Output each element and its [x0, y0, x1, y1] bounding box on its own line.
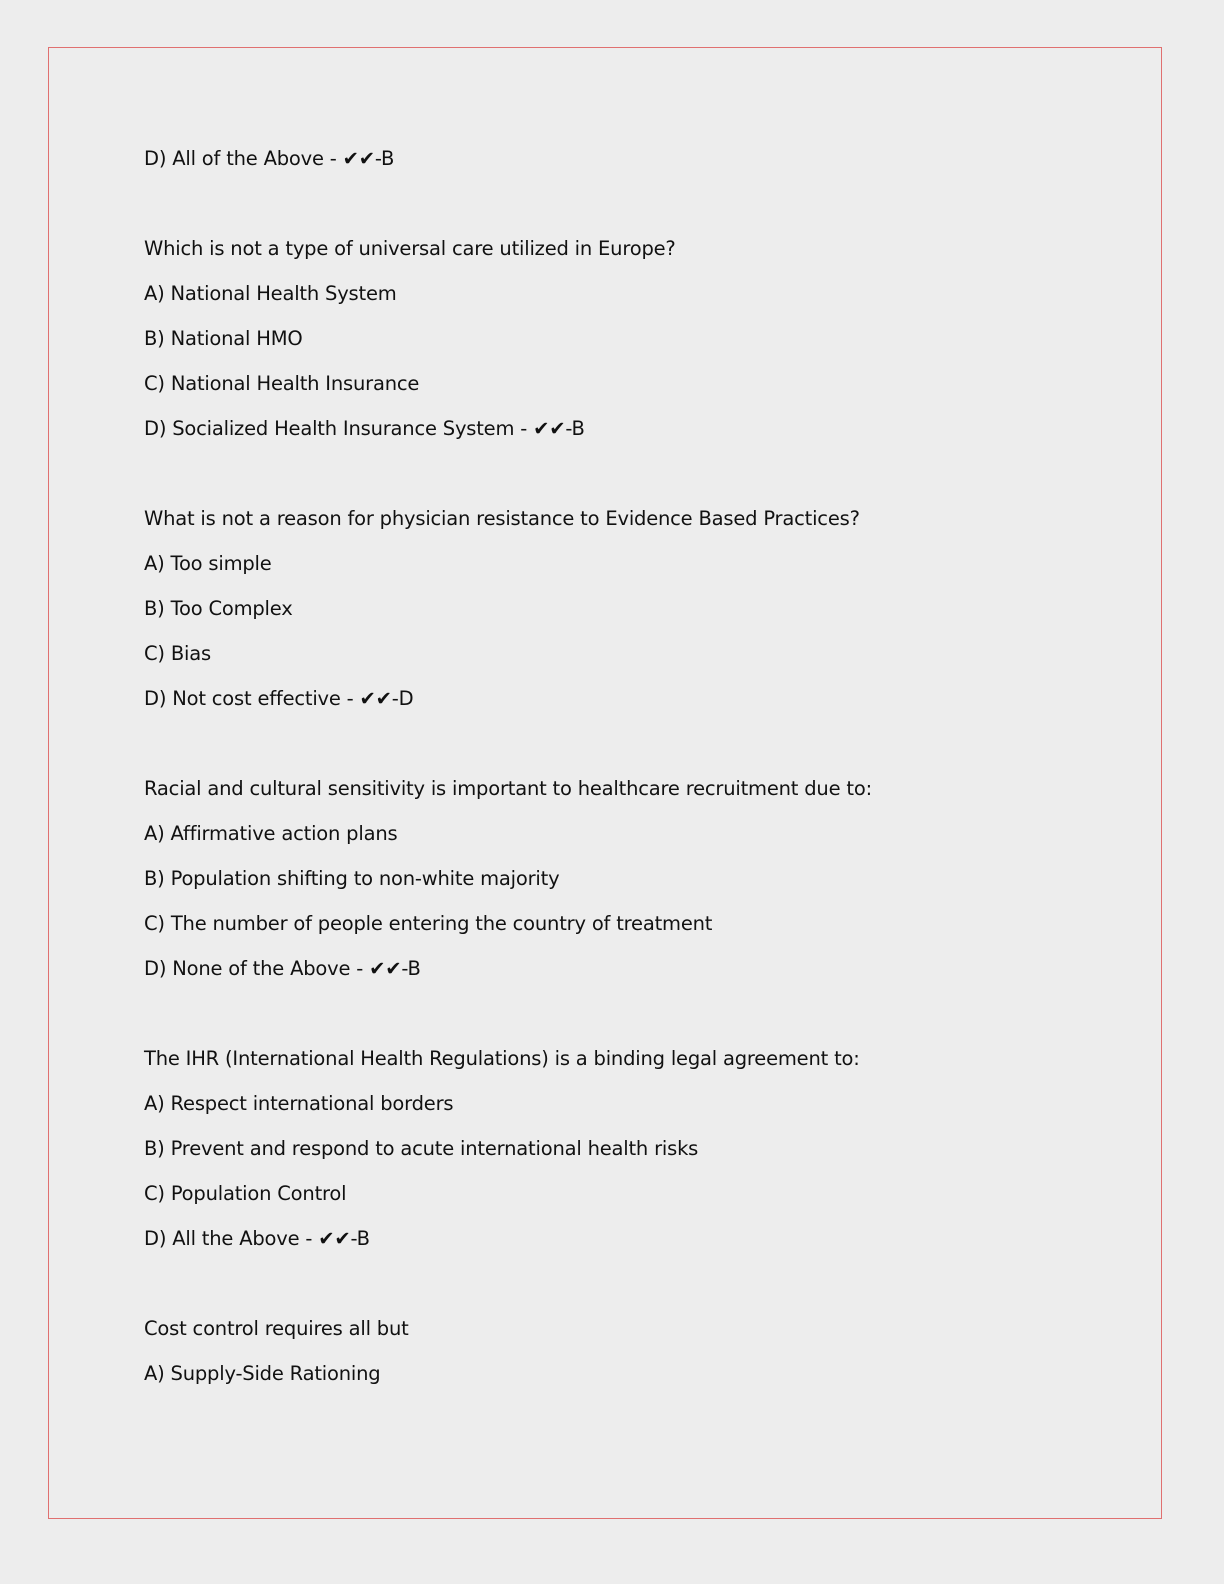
option-b: B) Prevent and respond to acute international health risks: [144, 1137, 699, 1160]
intro-answer-line: D) All of the Above - ✔✔-B: [144, 147, 395, 170]
option-a: A) Supply-Side Rationing: [144, 1362, 381, 1385]
option-a: A) National Health System: [144, 282, 397, 305]
option-d-answer: D) None of the Above - ✔✔-B: [144, 957, 421, 980]
option-b: B) Too Complex: [144, 597, 293, 620]
option-a: A) Affirmative action plans: [144, 822, 398, 845]
option-c: C) National Health Insurance: [144, 372, 420, 395]
question-text: What is not a reason for physician resistance to Evidence Based Practices?: [144, 507, 860, 530]
option-d-answer: D) Socialized Health Insurance System - ✔✔-B: [144, 417, 585, 440]
document-content: [144, 146, 1104, 1406]
question-block-2: [144, 506, 1104, 712]
question-text: Which is not a type of universal care utilized in Europe?: [144, 237, 676, 260]
question-block-5: [144, 1316, 1104, 1387]
question-block-1: [144, 236, 1104, 442]
question-block-4: [144, 1046, 1104, 1252]
option-c: C) Bias: [144, 642, 211, 665]
option-a: A) Respect international borders: [144, 1092, 454, 1115]
question-text: Racial and cultural sensitivity is important to healthcare recruitment due to:: [144, 777, 872, 800]
question-block-3: [144, 776, 1104, 982]
option-b: B) National HMO: [144, 327, 303, 350]
option-d-answer: D) All the Above - ✔✔-B: [144, 1227, 370, 1250]
option-c: C) The number of people entering the country of treatment: [144, 912, 713, 935]
question-text: The IHR (International Health Regulations) is a binding legal agreement to:: [144, 1047, 860, 1070]
option-d-answer: D) Not cost effective - ✔✔-D: [144, 687, 414, 710]
option-a: A) Too simple: [144, 552, 272, 575]
option-c: C) Population Control: [144, 1182, 347, 1205]
question-text: Cost control requires all but: [144, 1317, 409, 1340]
option-b: B) Population shifting to non-white majority: [144, 867, 560, 890]
